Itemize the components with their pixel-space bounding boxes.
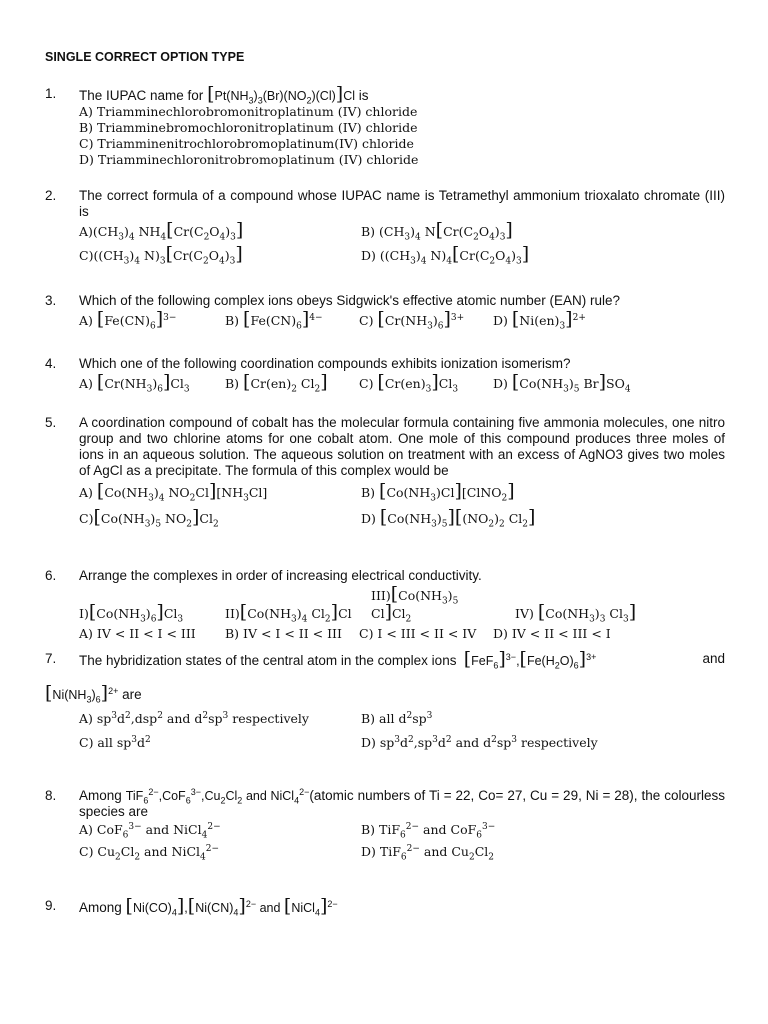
option-a[interactable]: A) [$Co(NH_3)_4$ $NO_2Cl][NH_3Cl]$ (79, 480, 268, 504)
question-stem: The correct formula of a compound whose IUPAC name is Tetramethyl ammonium trioxalato chromate (III) is (79, 188, 725, 219)
option-b[interactable]: B) Triamminebromochloronitroplatinum (IV) chloride (79, 120, 418, 135)
option-b[interactable]: B) $[Fe(CN)_6]^{4-}$ (225, 308, 323, 332)
question-stem (79, 788, 725, 820)
option-a[interactable]: A) $[Fe(CN)_6]^{3-}$ (79, 308, 177, 332)
stem-text-and: and (702, 651, 725, 666)
question-stem: Arrange the complexes in order of increasing electrical conductivity. (79, 568, 482, 583)
option-c[interactable]: $C)((CH_3)_4$ $N)_3[Cr(C_2O_4)_3]$ (79, 243, 243, 267)
question-number: 2. (45, 188, 57, 203)
question-number: 8. (45, 788, 57, 803)
option-c[interactable]: $C)[Co(NH_3)_5$ $NO_2]Cl_2$ (79, 506, 219, 530)
section-heading: SINGLE CORRECT OPTION TYPE (45, 50, 245, 64)
question-number: 7. (45, 651, 57, 666)
option-d[interactable]: D) IV < II < III < I (493, 626, 611, 641)
option-c[interactable]: C) all $sp^3d^2$ (79, 734, 151, 750)
question-stem: Which of the following complex ions obeys Sidgwick's effective atomic number (EAN) rule? (79, 293, 621, 308)
option-c[interactable]: C) $[Cr(en)_3]Cl_3$ (359, 371, 459, 395)
question-number: 4. (45, 356, 57, 371)
question-stem (79, 648, 725, 671)
option-c[interactable]: C) $[Cr(NH_3)_6]^{3+}$ (359, 308, 465, 332)
option-d[interactable]: D) Triamminechloronitrobromoplatinum (IV) chloride (79, 152, 419, 167)
question-4 (45, 356, 725, 395)
option-a[interactable]: A) $sp^3d^2,dsp^2$ and $d^2sp^3$ respectively (79, 710, 309, 726)
question-7 (45, 648, 725, 751)
option-d[interactable]: D) TiF$_6^{2-}$ and $Cu_2Cl_2$ (361, 843, 495, 863)
question-number: 5. (45, 415, 57, 430)
question-number: 6. (45, 568, 57, 583)
stem-text-end: (atomic numbers of Ti = 22, Co= 27, Cu = 29, Ni = 28), the colourless species are (79, 788, 725, 819)
question-number: 9. (45, 898, 57, 913)
option-d[interactable]: D) $[Ni(en)_3]^{2+}$ (493, 308, 586, 332)
option-a[interactable]: $A)(CH_3)_4$ $NH_4[Cr(C_2O_4)_3]$ (79, 219, 244, 243)
question-stem: Which one of the following coordination compounds exhibits ionization isomerism? (79, 356, 571, 371)
question-stem (79, 895, 725, 918)
stem-text: The hybridization states of the central atom in the complex ions (79, 653, 457, 668)
option-b[interactable]: B) [$Cr(en)_2$ $Cl_2$] (225, 371, 328, 395)
option-b[interactable]: B) $[Co(NH_3)Cl][ClNO_2]$ (361, 480, 515, 504)
option-b[interactable]: B) IV < I < II < III (225, 626, 342, 641)
stem-formula-2: $[Ni(NH_3)_6]^{2+}$ (45, 682, 119, 705)
option-d[interactable]: D) ($(CH_3)_4$ $N)_4[Cr(C_2O_4)_3]$ (361, 243, 530, 267)
question-8 (45, 786, 725, 863)
question-stem: A coordination compound of cobalt has the molecular formula containing five ammonia molecules, one nitro group and two chlorine atoms for one cobalt atom. One mole of this compound produces three moles of ions in an aqueous solution. The aqueous solution on treatment with an excess of AgNO3 gives two moles of AgCl as a precipitate. The formula of this complex would be (79, 415, 725, 478)
option-a[interactable]: A) IV < II < I < III (79, 626, 196, 641)
stem-text: The IUPAC name for (79, 88, 204, 103)
complex-item-1: $I)[Co(NH_3)_6]Cl_3$ (79, 601, 184, 625)
question-5 (45, 415, 725, 530)
stem-formula: $[FeF_6]^{3-},[Fe(H_2O)_6]^{3+}$ (463, 648, 597, 671)
option-a[interactable]: A) Triamminechlorobromonitroplatinum (IV) chloride (79, 104, 418, 119)
option-a[interactable]: A) $[Cr(NH_3)_6]Cl_3$ (79, 371, 190, 395)
complex-item-4: IV) [$Co(NH_3)_3$ $Cl_3$] (515, 601, 637, 625)
stem-text-end: are (122, 687, 142, 702)
option-b[interactable]: B) $(CH_3)_4$ $N[Cr(C_2O_4)_3]$ (361, 219, 513, 243)
question-9 (45, 895, 725, 918)
stem-formula: $[Pt(NH_3)_3(Br)(NO_2)(Cl)]Cl$ (207, 83, 356, 106)
stem-text: Among (79, 788, 122, 803)
stem-species: $TiF_6^{2-},CoF_6^{3-},Cu_2Cl_2$ and NiCl$_4^{2-}$ (125, 786, 310, 806)
option-d[interactable]: D) $sp^3d^2,sp^3d^2$ and $d^2sp^3$ respectively (361, 734, 598, 750)
option-b[interactable]: B) all $d^2sp^3$ (361, 710, 433, 726)
stem-text: Among (79, 900, 122, 915)
question-3 (45, 293, 725, 332)
option-d[interactable]: D) $[Co(NH_3)_5][(NO_2)_2$ $Cl_2$] (361, 506, 536, 530)
question-stem (79, 83, 725, 106)
complex-item-3: $III)[Co(NH_3)_5$ $Cl]Cl_2$ (371, 583, 459, 625)
question-2 (45, 188, 725, 267)
question-1 (45, 83, 725, 168)
complex-item-2: $II)[Co(NH_3)_4$ $Cl_2]Cl$ (225, 601, 352, 625)
question-6 (45, 568, 725, 642)
stem-species: $[Ni(CO)_4],[Ni(CN)_4]^{2-}$ and [NiCl$_4$]$^{2-}$ (125, 895, 338, 918)
option-c[interactable]: C) I < III < II < IV (359, 626, 477, 641)
option-a[interactable]: A) CoF$_6^{3-}$ and NiCl$_4^{2-}$ (79, 821, 221, 841)
question-number: 1. (45, 86, 57, 101)
option-b[interactable]: B) TiF$_6^{2-}$ and CoF$_6^{3-}$ (361, 821, 496, 841)
question-stem-line-2 (45, 682, 725, 705)
stem-text-end: is (358, 88, 369, 103)
option-d[interactable]: D) [$Co(NH_3)_5$ $Br]SO_4$ (493, 371, 631, 395)
question-number: 3. (45, 293, 57, 308)
option-c[interactable]: C) $Cu_2Cl_2$ and NiCl$_4^{2-}$ (79, 843, 220, 863)
option-c[interactable]: C) Triamminenitrochlorobromoplatinum(IV) chloride (79, 136, 414, 151)
